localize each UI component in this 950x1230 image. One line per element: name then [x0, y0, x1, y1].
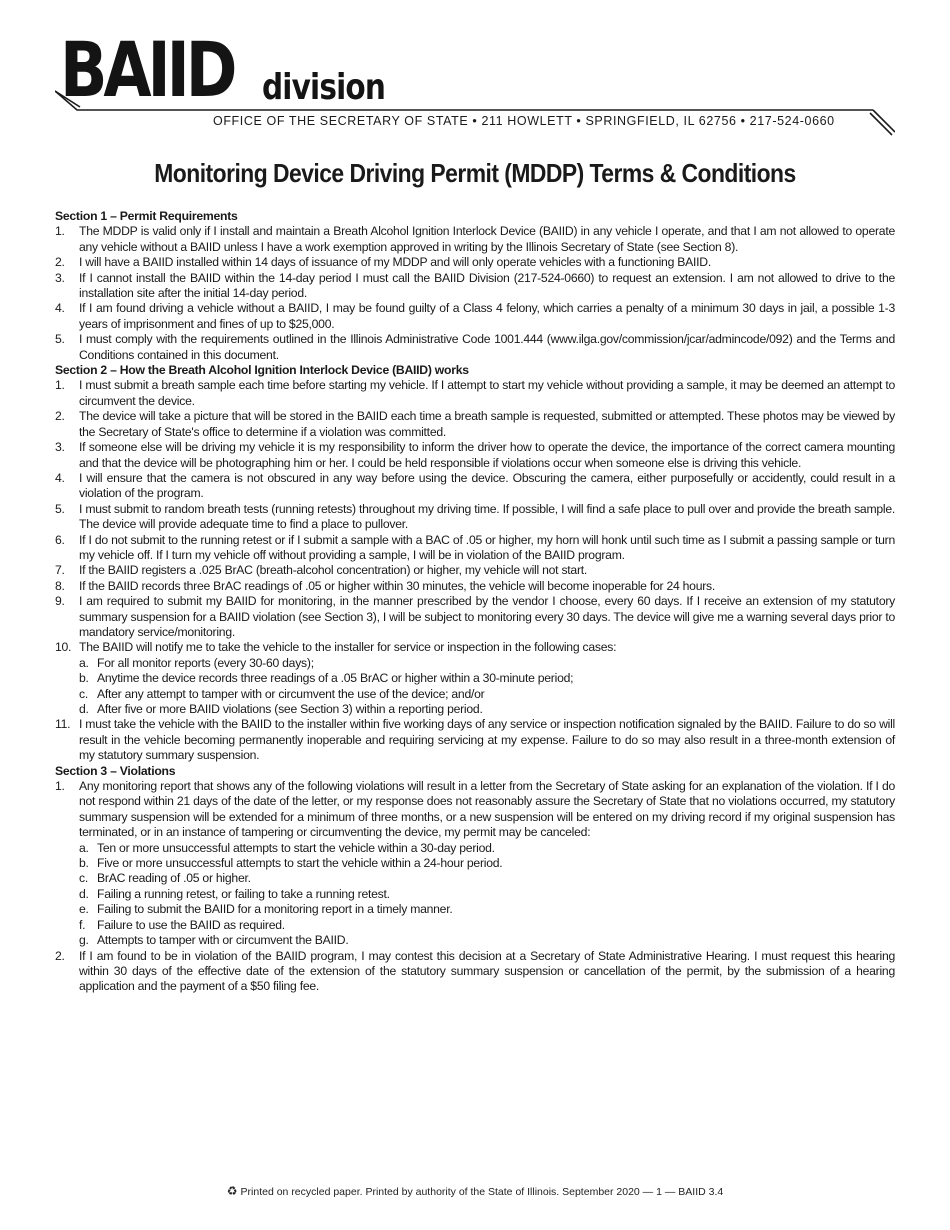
item-text: I must submit a breath sample each time before starting my vehicle. If I attempt to start my vehicle without providing a sample, it may be deemed an attempt to circumvent the device. — [79, 378, 895, 408]
sub-item-text: Ten or more unsuccessful attempts to start the vehicle within a 30-day period. — [97, 840, 495, 855]
item-text: The MDDP is valid only if I install and maintain a Breath Alcohol Ignition Interlock Device (BAIID) in any vehicle I operate, and that I am not allowed to operate any vehicle without a BAIID unless I have a work exemption approved in writing by the Illinois Secretary of State (see Section 8). — [79, 224, 895, 254]
sub-list — [79, 656, 895, 718]
item-number: 11. — [55, 717, 71, 732]
item-number: 1. — [55, 224, 65, 239]
sub-item-text: Five or more unsuccessful attempts to start the vehicle within a 24-hour period. — [97, 856, 503, 871]
item-text: I will ensure that the camera is not obscured in any way before using the device. Obscuring the camera, either purposefully or accidently, could result in a violation of the program. — [79, 470, 895, 501]
item-number: 2. — [55, 948, 65, 963]
sub-list — [79, 841, 895, 949]
list-item — [55, 533, 895, 564]
item-number: 3. — [55, 270, 65, 285]
list-item — [55, 640, 895, 717]
sub-item-text: For all monitor reports (every 30-60 days); — [97, 655, 314, 670]
list-item — [55, 471, 895, 502]
footer — [0, 1184, 950, 1198]
section-list — [55, 779, 895, 995]
sub-list-item — [79, 702, 895, 717]
item-number: 4. — [55, 301, 65, 316]
section-heading: Section 2 – How the Breath Alcohol Ignition Interlock Device (BAIID) works — [55, 363, 469, 378]
list-item — [55, 224, 895, 255]
item-text: If the BAIID registers a .025 BrAC (breath-alcohol concentration) or higher, my vehicle will not start. — [79, 563, 588, 578]
item-number: 1. — [55, 779, 65, 794]
list-item — [55, 579, 895, 594]
sub-item-letter: b. — [79, 671, 89, 686]
document-body — [55, 209, 895, 995]
sub-list-item — [79, 887, 895, 902]
list-item — [55, 271, 895, 302]
section-heading: Section 3 – Violations — [55, 763, 176, 778]
baiid-logo: BAIID — [60, 25, 234, 114]
sub-item-text: Attempts to tamper with or circumvent the BAIID. — [97, 933, 349, 948]
item-number: 7. — [55, 563, 65, 578]
sub-list-item — [79, 856, 895, 871]
document-title: Monitoring Device Driving Permit (MDDP) Terms & Conditions — [154, 158, 796, 188]
sub-item-text: BrAC reading of .05 or higher. — [97, 871, 251, 886]
list-item — [55, 378, 895, 409]
list-item — [55, 255, 895, 270]
section-heading: Section 1 – Permit Requirements — [55, 209, 238, 223]
sub-list-item — [79, 671, 895, 686]
item-number: 10. — [55, 640, 72, 655]
list-item — [55, 949, 895, 995]
sub-item-text: After five or more BAIID violations (see Section 3) within a reporting period. — [97, 702, 483, 716]
item-number: 8. — [55, 578, 65, 593]
item-number: 9. — [55, 594, 65, 609]
section-list — [55, 224, 895, 363]
division-logo: division — [262, 67, 386, 108]
sub-list-item — [79, 933, 895, 948]
item-number: 5. — [55, 332, 65, 347]
sub-list-item — [79, 656, 895, 671]
list-item — [55, 717, 895, 763]
sub-item-letter: e. — [79, 902, 89, 917]
list-item — [55, 779, 895, 948]
item-number: 4. — [55, 470, 65, 485]
sub-list-item — [79, 902, 895, 917]
item-text: I must comply with the requirements outlined in the Illinois Administrative Code 1001.444 (www.ilga.gov/commission/jcar/admincode/092) and the Terms and Conditions contained in this document. — [79, 332, 895, 362]
sub-item-letter: f. — [79, 917, 86, 932]
item-text: The BAIID will notify me to take the vehicle to the installer for service or inspection in the following cases: — [79, 640, 617, 655]
sub-item-letter: c. — [79, 686, 88, 701]
sub-item-letter: d. — [79, 886, 89, 901]
item-number: 6. — [55, 532, 65, 547]
list-item — [55, 502, 895, 533]
item-text: If I do not submit to the running retest or if I submit a sample with a BAC of .05 or higher, my horn will honk until such time as I submit a passing sample or turn my vehicle off. If I turn my vehicle off without providing a sample, I will be in violation of the BAIID program. — [79, 532, 895, 562]
sub-item-letter: c. — [79, 871, 88, 886]
sub-item-text: Failing to submit the BAIID for a monitoring report in a timely manner. — [97, 902, 453, 917]
item-text: If I am found to be in violation of the BAIID program, I may contest this decision at a Secretary of State Administrative Hearing. I must request this hearing within 30 days of the effective date of the extension of the statutory summary suspension or cancellation of the permit, by the submission of a hearing application and the payment of a $50 filing fee. — [79, 948, 895, 994]
item-text: I must submit to random breath tests (running retests) throughout my driving time. If possible, I will find a safe place to pull over and provide the breath sample. The device will provide adequate time to find a place to pullover. — [79, 501, 895, 532]
sub-item-letter: d. — [79, 702, 89, 716]
sub-list-item — [79, 918, 895, 933]
item-number: 3. — [55, 440, 65, 455]
item-text: Any monitoring report that shows any of the following violations will result in a letter from the Secretary of State asking for an explanation of the violation. If I do not respond within 21 days of the date of the letter, or my response does not reasonably assure the Secretary of State that no violations occurred, my statutory summary suspension will be extended for a minimum of three months, or a new suspension will be entered on my driving record if my original suspension has terminated, or in an instance of tampering or circumventing the device, my permit may be canceled: — [79, 779, 895, 840]
item-number: 5. — [55, 501, 65, 516]
sub-list-item — [79, 841, 895, 856]
item-text: I will have a BAIID installed within 14 days of issuance of my MDDP and will only operate vehicles with a functioning BAIID. — [79, 255, 711, 270]
item-text: I must take the vehicle with the BAIID to the installer within five working days of any service or inspection notification signaled by the BAIID. Failure to do so will result in the vehicle becoming permanently inoperable and requiring servicing at my expense. Failure to do so may also result in a three-month extension of my statutory summary suspension. — [79, 717, 895, 763]
sub-item-letter: a. — [79, 840, 89, 855]
sub-item-text: Anytime the device records three readings of a .05 BrAC or higher within a 30-minute period; — [97, 671, 574, 686]
office-address-line: OFFICE OF THE SECRETARY OF STATE • 211 HOWLETT • SPRINGFIELD, IL 62756 • 217-524-0660 — [213, 114, 835, 128]
item-number: 2. — [55, 409, 65, 424]
list-item — [55, 440, 895, 471]
item-text: The device will take a picture that will be stored in the BAIID each time a breath sample is requested, submitted or attempted. These photos may be viewed by the Secretary of State's office to determine if a violation was committed. — [79, 409, 895, 439]
item-text: I am required to submit my BAIID for monitoring, in the manner prescribed by the vendor I choose, every 60 days. If I receive an extension of my statutory summary suspension for a BAIID violation (see Section 3), I will be subject to monitoring every 30 days. The device will give me a warning several days prior to mandatory service/monitoring. — [79, 594, 895, 639]
item-text: If I am found driving a vehicle without a BAIID, I may be found guilty of a Class 4 felony, which carries a penalty of a minimum 30 days in jail, a possible 1-3 years of imprisonment and fines of up to $25,000. — [79, 301, 895, 331]
footer-text: Printed on recycled paper. Printed by authority of the State of Illinois. September 2020 — 1 — BAIID 3.4 — [240, 1186, 724, 1198]
list-item — [55, 301, 895, 332]
sub-item-text: After any attempt to tamper with or circumvent the use of the device; and/or — [97, 686, 485, 701]
sub-list-item — [79, 871, 895, 886]
sub-item-letter: g. — [79, 933, 89, 948]
sub-item-text: Failure to use the BAIID as required. — [97, 917, 285, 932]
item-number: 1. — [55, 378, 65, 393]
sub-item-letter: b. — [79, 856, 89, 871]
recycle-icon: ♻ — [226, 1184, 238, 1198]
item-text: If I cannot install the BAIID within the 14-day period I must call the BAIID Division (217-524-0660) to request an extension. I am not allowed to drive to the installation site after the initial 14-day period. — [79, 270, 895, 301]
list-item — [55, 409, 895, 440]
sub-item-text: Failing a running retest, or failing to take a running retest. — [97, 886, 390, 901]
sub-item-letter: a. — [79, 655, 89, 670]
item-text: If someone else will be driving my vehicle it is my responsibility to inform the driver how to operate the device, the importance of the correct camera mounting and that the device will be photographing him or her. I could be held responsible if violations occur when someone else is driving this vehicle. — [79, 440, 895, 470]
list-item — [55, 563, 895, 578]
sub-list-item — [79, 687, 895, 702]
list-item — [55, 594, 895, 640]
section-list — [55, 378, 895, 763]
list-item — [55, 332, 895, 363]
item-text: If the BAIID records three BrAC readings of .05 or higher within 30 minutes, the vehicle will become inoperable for 24 hours. — [79, 578, 716, 593]
item-number: 2. — [55, 255, 65, 270]
